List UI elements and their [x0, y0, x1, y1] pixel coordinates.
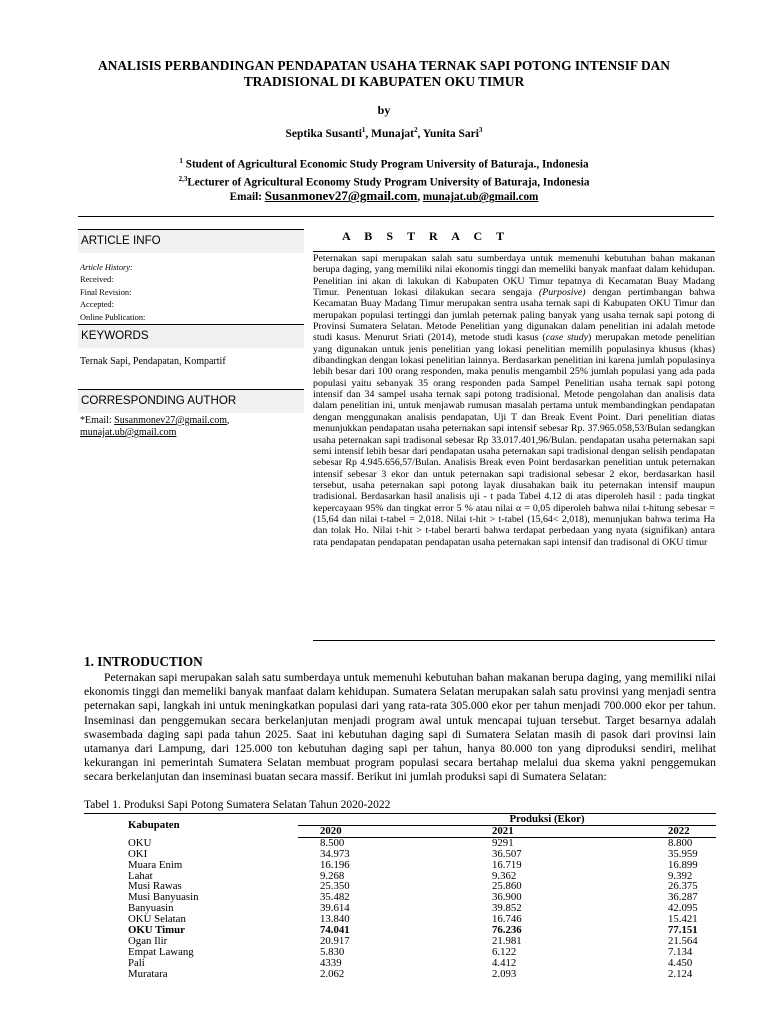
row-value-2020: 35.482 — [320, 891, 350, 904]
author-name: Yunita Sari — [422, 127, 479, 140]
table-row — [84, 860, 716, 871]
author-list — [0, 126, 768, 140]
row-kabupaten: Lahat — [128, 869, 153, 882]
author-name: Septika Susanti — [285, 127, 362, 140]
row-value-2022: 4.450 — [668, 956, 693, 969]
row-value-2021: 9.362 — [492, 869, 517, 882]
author-affiliation-mark: 2 — [413, 126, 418, 134]
row-kabupaten: OKI — [128, 847, 148, 860]
row-kabupaten: OKU — [128, 836, 152, 849]
row-value-2021: 16.719 — [492, 858, 522, 871]
row-value-2022: 15.421 — [668, 913, 698, 926]
row-value-2021: 36.507 — [492, 847, 522, 860]
table-row — [84, 849, 716, 860]
author-affiliation-mark: 1 — [361, 126, 366, 134]
abstract-top-rule — [313, 251, 715, 252]
row-value-2022: 42.095 — [668, 902, 698, 915]
history-received: Received: — [80, 275, 114, 285]
section-heading-introduction: 1. INTRODUCTION — [84, 654, 203, 669]
email-link-1[interactable]: Susanmonev27@gmail.com — [264, 188, 418, 204]
table-row — [84, 925, 716, 936]
table-row — [84, 969, 716, 980]
col-year-2022: 2022 — [632, 825, 716, 837]
row-value-2021: 36.900 — [492, 891, 522, 904]
row-kabupaten: Muratara — [128, 967, 168, 980]
table-row — [84, 892, 716, 903]
row-value-2021: 4.412 — [492, 956, 517, 969]
row-kabupaten: Banyuasin — [128, 902, 174, 915]
row-value-2020: 9.268 — [320, 869, 345, 882]
history-label: Article History: — [80, 263, 133, 272]
row-kabupaten: OKU Timur — [128, 924, 185, 937]
corresponding-email: *Email: Susanmonev27@gmail.com, munajat.ub@gmail.com — [80, 415, 230, 438]
row-value-2022: 77.151 — [668, 924, 698, 937]
row-value-2022: 8.800 — [668, 836, 693, 849]
row-value-2022: 21.564 — [668, 934, 698, 947]
row-kabupaten: Pali — [128, 956, 145, 969]
keywords-header: KEYWORDS — [78, 324, 304, 348]
row-value-2022: 7.134 — [668, 945, 693, 958]
row-value-2021: 76.236 — [492, 924, 522, 937]
row-kabupaten: OKU Selatan — [128, 913, 186, 926]
col-produksi: Produksi (Ekor) — [509, 813, 585, 825]
introduction-paragraph: Peternakan sapi merupakan salah satu sumberdaya untuk memenuhi kebutuhan bahan makanan berupa daging, yang memiliki nilai ekonomis tinggi dan memeliki banyak manfaat dalam kehidupan. Sumatera Selatan merupakan salah satu provinsi yang menjadi sentra peternakan sapi, langkah ini untuk meningkatkan populasi dari yang rata-rata 305.000 ekor per tahun menjadi 700.000 ekor per tahun. Inseminasi dan penggemukan secara berkelanjutan menjadi program awal untuk mencapai tujuan tersebut. Target besarnya adalah swasembada daging sapi pada tahun 2025. Saat ini kebutuhan daging sapi di Sumatera Selatan masih di pasok dari provinsi lain utamanya dari Lampung, dari 125.000 ton kebutuhan daging sapi per tahun, hanya 80.000 ton yang diproduksi sendiri, melihat kekurangan ini pemerintah Sumatera Selatan membuat program populasi secara bertahap melalui dua skema yakni penggemukan secara berkelanjutan dan inseminasi buatan secara massif. Berikut ini jumlah produksi sapi di Sumatera Selatan: — [84, 671, 716, 784]
row-value-2020: 2.062 — [320, 967, 345, 980]
row-kabupaten: Musi Banyuasin — [128, 891, 199, 904]
row-kabupaten: Empat Lawang — [128, 945, 194, 958]
row-value-2020: 8.500 — [320, 836, 345, 849]
table-row — [84, 837, 716, 848]
row-value-2020: 34.973 — [320, 847, 350, 860]
row-value-2020: 20.917 — [320, 934, 350, 947]
author-emails: Email: Susanmonev27@gmail.com, munajat.ub@gmail.com — [229, 188, 539, 204]
affiliation-2: $^{2,3}$Lecturer of Agricultural Economy Study Program University of Baturaja, Indonesia — [178, 174, 590, 189]
row-value-2020: 13.840 — [320, 913, 350, 926]
col-year-2020: 2020 — [298, 825, 470, 837]
row-value-2021: 21.981 — [492, 934, 522, 947]
top-divider — [78, 216, 714, 217]
corresponding-author-header: CORRESPONDING AUTHOR — [78, 389, 304, 413]
col-year-2021: 2021 — [470, 825, 632, 837]
row-value-2020: 74.041 — [320, 924, 350, 937]
table-caption: Tabel 1. Produksi Sapi Potong Sumatera Selatan Tahun 2020-2022 — [84, 799, 391, 811]
col-kabupaten: Kabupaten — [128, 819, 180, 832]
article-info-header: ARTICLE INFO — [78, 229, 304, 253]
abstract-heading: A B S T R A C T — [342, 229, 510, 243]
row-value-2021: 9291 — [492, 836, 514, 849]
author-affiliation-mark: 3 — [478, 126, 483, 134]
affiliations — [0, 154, 768, 204]
row-value-2021: 2.093 — [492, 967, 517, 980]
by-line: by — [377, 103, 391, 117]
row-value-2020: 25.350 — [320, 880, 350, 893]
production-table — [84, 813, 716, 980]
row-value-2022: 2.124 — [668, 967, 693, 980]
author-separator: , — [417, 127, 423, 140]
row-value-2020: 39.614 — [320, 902, 350, 915]
author-separator: , — [365, 127, 372, 140]
row-kabupaten: Musi Rawas — [128, 880, 182, 893]
abstract-text: Peternakan sapi merupakan salah satu sumberdaya untuk memenuhi kebutuhan bahan makanan berupa daging, yang memiliki nilai ekonomis tinggi dan memeliki banyak manfaat dalam kehidupan. Penelitian ini akan di lakukan di Kabupaten OKU Timur tepatnya di Kecamatan Buay Madang Timur. Penentuan lokasi dilakukan secara sengaja (Purposive) dengan pertimbangan bahwa Kecamatan Buay Madang Timur merupakan sentra usaha ternak sapi di Kabupaten OKU Timur dan merupakan populasi tertinggi dan jumlah peternak paling banyak yang usaha ternak sapi potong di Provinsi Sumatera Selatan. Metode Penelitian yang digunakan dalam penelitian ini adalah metode studi kasus. Menurut Sriati (2014), metode studi kasus (case study) merupakan metode penelitian yang digunakan untuk jenis penelitian yang lokasi penelitian memilih populasinya khusus (khas) dibandingkan dengan lokasi penelitian lainnya. Berdasarkan penelitian ini karena jumlah populasinya lebih besar dari 100 orang responden, maka penulis mengambil 25% jumlah populasi yang ada pada populasi yaitu sebanyak 35 orang responden pada Sampel Penelitian usaha ternak sapi potong intensif dan 34 sampel usaha ternak sapi potong tradisional. Metode pengolahan dan analisis data dalam penelitian ini, untuk menjawab rumusan masalah pertama untuk membandingkan pendapatan dengan menggunakan analisis pendapatan, Uji T dan Break Event Point. Dari penelitian diatas menunjukkan pendapatan usaha peternakan sapi intensif sebesar Rp. 37.965.058,53/Bulan sedangkan usaha peternakan sapi tradisonal sebesar Rp 33.017.401,96/Bulan. pendapatan usaha peternakan sapi semi intensif lebih besar dari pendapatan usaha peternakan sapi tradisional dengan selisih pendapatan sebesar Rp 4.945.656,57/Bulan. Analisis Break even Point berdasarkan penelitian untuk peternakan intensif sebesar 3 ekor dan untuk peternakan sapi tradisional sebesar 2 ekor, berdasarkan hasil tersebut, usaha peternakan sapi potong layak diusahakan baik itu peternakan intensif maupun tradisional. Berdasarkan hasil analisis uji - t pada Tabel 4.12 di atas diperoleh hasil : pada tingkat kepercayaan 95% dan tingkat error 5 % atau nilai α = 0,05 diperoleh bahwa nilai t-hitung sebesar = (15,64 dan nilai t-tabel = 2,018. Nilai t-hit > t-tabel (15,64< 2,018), menunjukan bahwa terima Ha dan tolak Ho. Nilai t-hit > t-tabel berarti bahwa terdapat perbedaan yang nyata (signifikan) antara rata pendapatan pendapatan pendapatan usaha peternakan sapi intensif dan tradisonal di OKU timur — [313, 253, 715, 548]
corr-email-link-2[interactable]: munajat.ub@gmail.com — [80, 427, 177, 438]
row-value-2022: 35.959 — [668, 847, 698, 860]
row-value-2021: 6.122 — [492, 945, 517, 958]
row-value-2020: 16.196 — [320, 858, 350, 871]
row-value-2022: 9.392 — [668, 869, 693, 882]
row-value-2021: 16.746 — [492, 913, 522, 926]
author-name: Munajat — [371, 127, 414, 140]
row-value-2021: 25.860 — [492, 880, 522, 893]
corr-email-link-1[interactable]: Susanmonev27@gmail.com — [114, 415, 227, 426]
email-link-2[interactable]: munajat.ub@gmail.com — [422, 191, 539, 204]
history-final-revision: Final Revision: — [80, 287, 132, 297]
history-online: Online Publication: — [80, 312, 146, 322]
keywords-text: Ternak Sapi, Pendapatan, Kompartif — [80, 356, 226, 367]
article-history — [80, 262, 302, 324]
row-value-2022: 16.899 — [668, 858, 698, 871]
row-value-2020: 5.830 — [320, 945, 345, 958]
row-value-2020: 4339 — [320, 956, 342, 969]
abstract-bottom-rule — [313, 640, 715, 641]
affiliation-1: $^1$ Student of Agricultural Economic Study Program University of Baturaja., Indonesia — [179, 157, 589, 171]
row-value-2021: 39.852 — [492, 902, 522, 915]
row-value-2022: 36.287 — [668, 891, 698, 904]
table-row — [84, 947, 716, 958]
row-kabupaten: Muara Enim — [128, 858, 183, 871]
table-row — [84, 958, 716, 969]
history-accepted: Accepted: — [80, 300, 114, 310]
row-kabupaten: Ogan Ilir — [128, 934, 168, 947]
row-value-2022: 26.375 — [668, 880, 698, 893]
paper-title: ANALISIS PERBANDINGAN PENDAPATAN USAHA TERNAK SAPI POTONG INTENSIF DAN TRADISIONAL DI KABUPATEN OKU TIMUR — [98, 58, 670, 89]
